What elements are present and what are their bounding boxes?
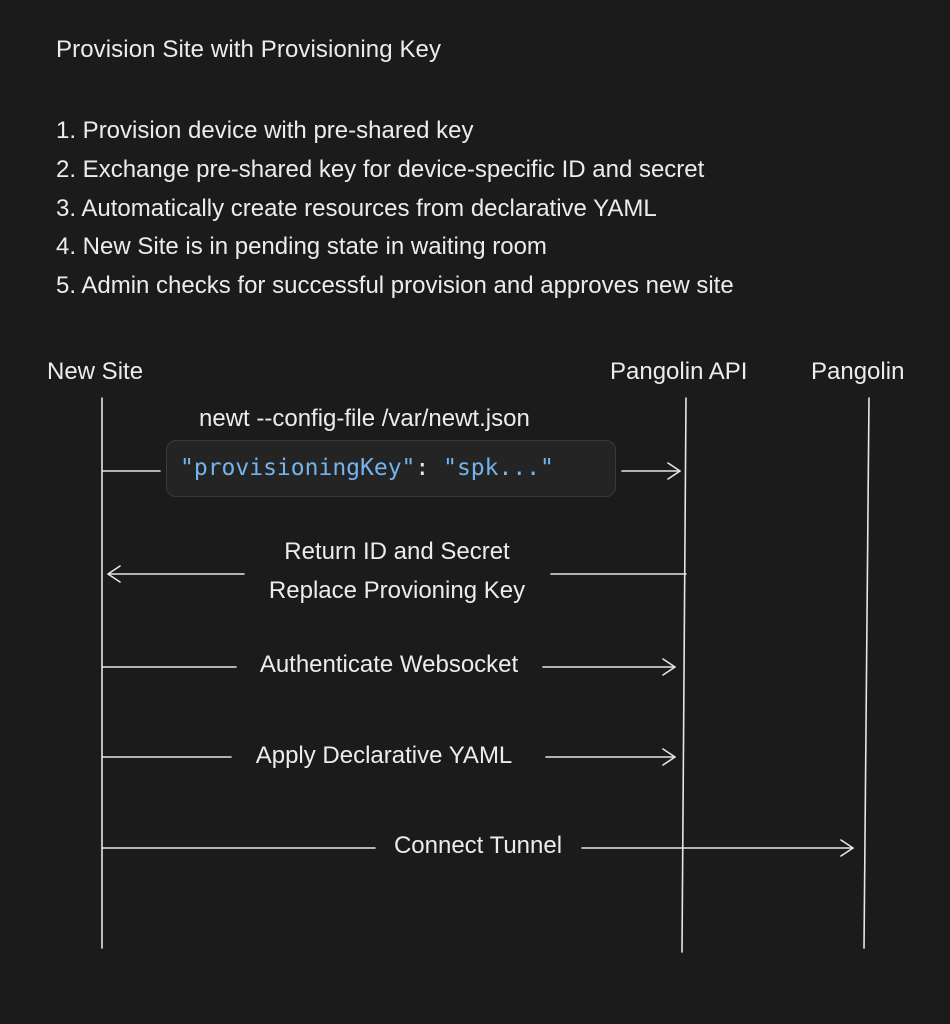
code-key: "provisioningKey"	[180, 455, 416, 481]
step-item: 1. Provision device with pre-shared key	[56, 117, 474, 144]
lifeline-pangolin-api	[682, 398, 686, 952]
actor-pangolin-api: Pangolin API	[610, 358, 748, 385]
code-value: "spk..."	[443, 455, 554, 481]
code-snippet	[166, 440, 616, 497]
actor-new-site: New Site	[47, 358, 144, 385]
auth-websocket-label: Authenticate Websocket	[259, 651, 519, 678]
return-id-label-line2: Replace Provioning Key	[268, 577, 526, 604]
apply-yaml-label: Apply Declarative YAML	[255, 742, 513, 769]
step-item: 5. Admin checks for successful provision and approves new site	[56, 272, 734, 300]
step-item: 2. Exchange pre-shared key for device-specific ID and secret	[56, 155, 705, 183]
step-item: 4. New Site is in pending state in waiting room	[56, 233, 547, 261]
return-id-label-line1: Return ID and Secret	[284, 538, 510, 565]
diagram-title: Provision Site with Provisioning Key	[56, 36, 442, 63]
code-separator: :	[415, 455, 444, 481]
actor-pangolin: Pangolin	[811, 358, 905, 385]
lifeline-pangolin	[864, 398, 869, 948]
command-label: newt --config-file /var/newt.json	[199, 405, 530, 432]
connect-tunnel-label: Connect Tunnel	[393, 832, 563, 859]
step-item: 3. Automatically create resources from declarative YAML	[56, 194, 657, 222]
